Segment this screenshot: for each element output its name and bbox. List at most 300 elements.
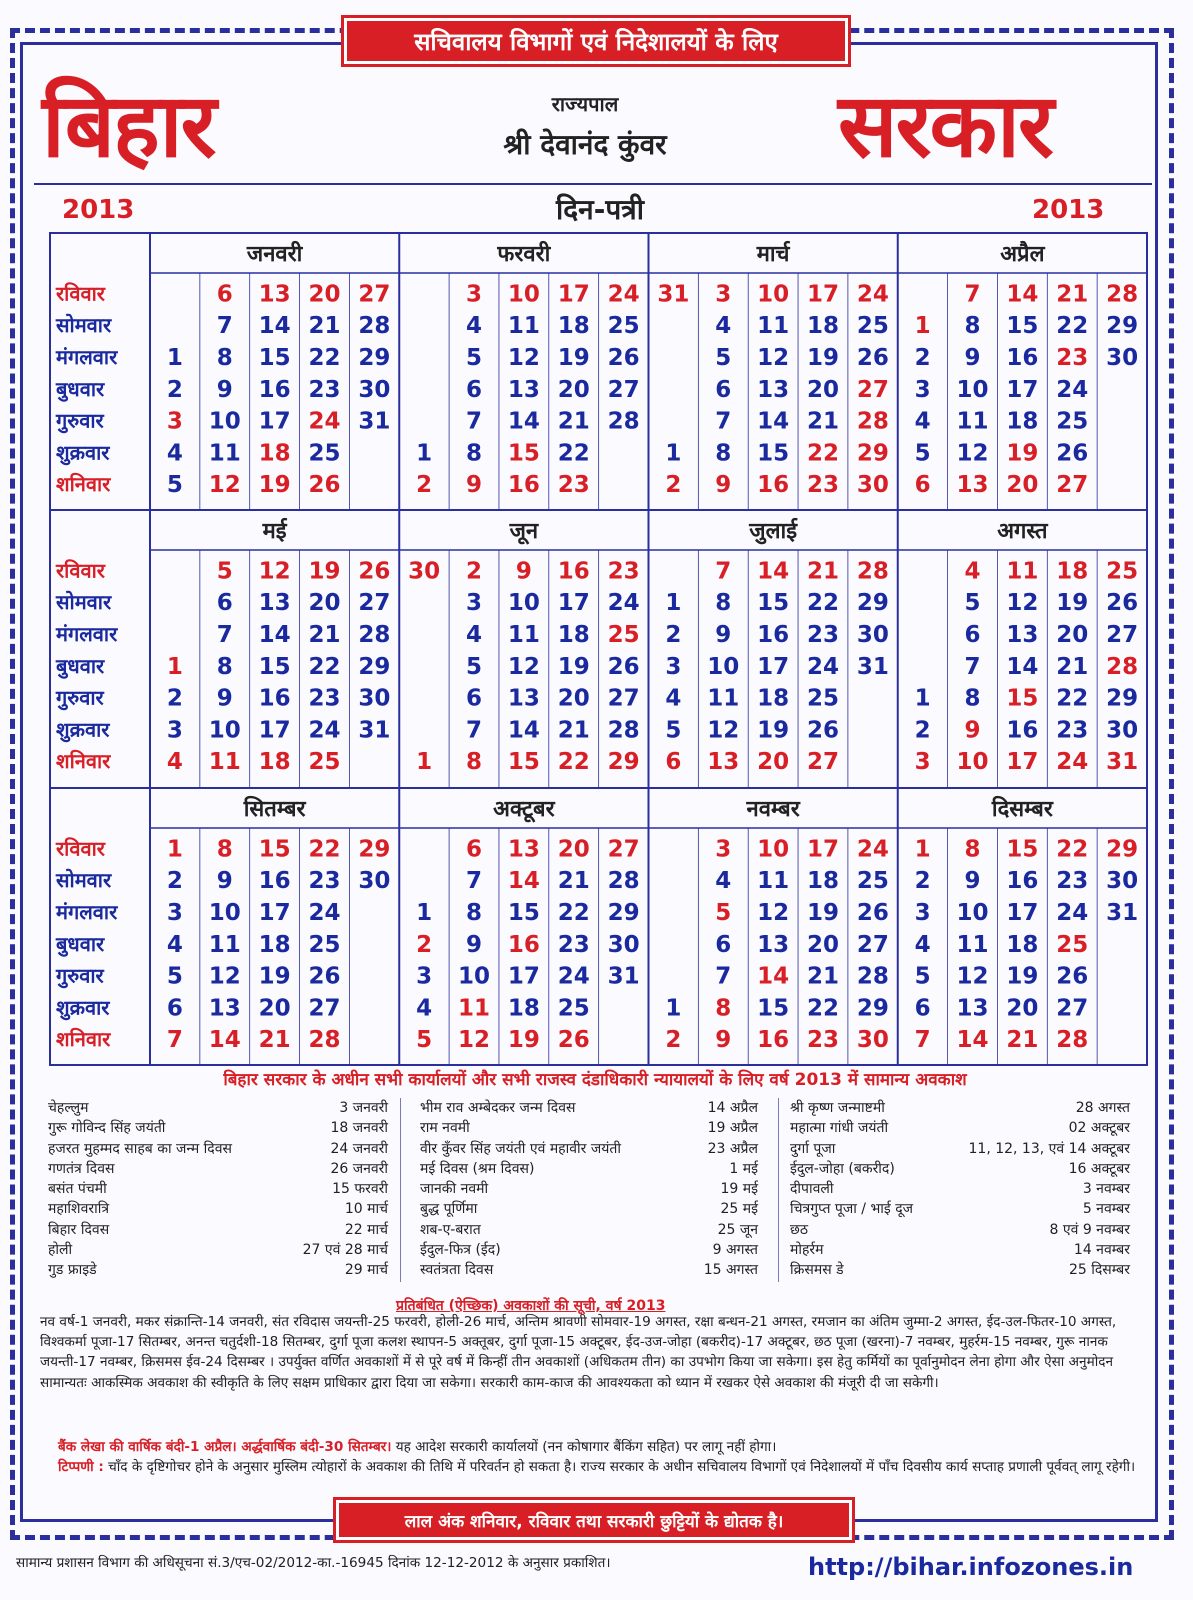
day-number: 29 (607, 900, 640, 926)
holiday-name: दुर्गा पूजा (790, 1140, 836, 1157)
day-number: 9 (715, 622, 732, 648)
weekday-label: बुधवार (56, 653, 105, 678)
day-number: 11 (208, 749, 241, 776)
day-number: 17 (557, 281, 590, 308)
day-number: 2 (914, 717, 931, 744)
day-number: 7 (715, 963, 732, 990)
day-number: 30 (1106, 868, 1139, 895)
day-number: 11 (458, 995, 491, 1022)
day-number: 10 (956, 749, 989, 776)
day-number: 29 (856, 995, 889, 1022)
day-number: 2 (416, 931, 433, 958)
day-number: 4 (914, 931, 931, 958)
day-number: 9 (466, 931, 483, 958)
day-number: 22 (806, 995, 839, 1022)
day-number: 26 (308, 472, 341, 499)
weekday-label: शनिवार (56, 749, 111, 774)
month-name: जुलाई (749, 519, 797, 544)
day-number: 1 (665, 590, 682, 617)
weekday-label: सोमवार (56, 313, 112, 338)
day-number: 10 (208, 900, 241, 926)
day-number: 30 (1106, 717, 1139, 744)
day-number: 28 (607, 717, 640, 744)
day-number: 31 (607, 963, 640, 990)
day-number: 5 (466, 653, 483, 680)
day-number: 24 (856, 836, 889, 863)
day-number: 31 (856, 653, 889, 680)
day-number: 11 (757, 313, 790, 340)
weekday-label: रविवार (56, 281, 105, 306)
holiday-date: 14 अप्रैल (707, 1100, 758, 1116)
day-number: 19 (1006, 440, 1039, 467)
day-number: 20 (557, 376, 590, 403)
day-number: 30 (408, 558, 441, 585)
holiday-name: ईदुल-जोहा (बकरीद) (790, 1160, 895, 1177)
day-number: 22 (1056, 836, 1089, 863)
day-number: 8 (715, 995, 732, 1022)
holiday-name: मोहर्रम (790, 1242, 824, 1259)
day-number: 29 (856, 440, 889, 467)
day-number: 16 (1006, 345, 1039, 371)
holiday-date: 5 नवम्बर (1082, 1201, 1130, 1218)
day-number: 5 (964, 590, 981, 617)
day-number: 13 (956, 995, 989, 1022)
holiday-row (790, 1199, 1130, 1219)
day-number: 12 (757, 345, 790, 371)
day-number: 13 (208, 995, 241, 1022)
day-number: 1 (914, 685, 931, 712)
holiday-name: महाशिवरात्रि (48, 1201, 110, 1218)
title-bihar: बिहार (42, 73, 215, 177)
holiday-row (48, 1260, 388, 1280)
day-number: 27 (856, 376, 889, 403)
month-name: नवम्बर (746, 797, 800, 822)
day-number: 24 (607, 281, 640, 308)
day-number: 27 (607, 685, 640, 712)
day-number: 13 (1006, 622, 1039, 648)
day-number: 12 (458, 1027, 491, 1054)
day-number: 28 (1106, 281, 1139, 308)
day-number: 23 (806, 472, 839, 499)
holidays-title: बिहार सरकार के अधीन सभी कार्यालयों और सभी राजस्व दंडाधिकारी न्यायालयों के लिए वर्ष 2013 में सामान्य अवकाश (223, 1070, 967, 1090)
month-name: अप्रैल (1000, 242, 1045, 267)
day-number: 9 (216, 685, 233, 712)
day-number: 7 (964, 281, 981, 308)
day-number: 22 (806, 440, 839, 467)
day-number: 8 (216, 345, 233, 371)
day-number: 23 (308, 868, 341, 895)
day-number: 12 (1006, 590, 1039, 617)
day-number: 29 (607, 749, 640, 776)
website-link[interactable]: http://bihar.infozones.in (808, 1553, 1134, 1581)
weekday-label: शुक्रवार (56, 440, 110, 465)
day-number: 27 (1056, 995, 1089, 1022)
day-number: 5 (216, 558, 233, 585)
day-number: 21 (308, 313, 341, 340)
governor-label: राज्यपाल (551, 92, 619, 116)
day-number: 12 (956, 963, 989, 990)
holiday-date: 24 जनवरी (330, 1140, 388, 1157)
day-number: 6 (665, 749, 682, 776)
day-number: 5 (416, 1027, 433, 1054)
day-number: 3 (715, 836, 732, 863)
day-number: 25 (856, 313, 889, 340)
holiday-row (790, 1118, 1130, 1138)
holiday-name: महात्मा गांधी जयंती (790, 1120, 889, 1137)
day-number: 26 (308, 963, 341, 990)
holiday-row (790, 1179, 1130, 1199)
holiday-row (420, 1199, 758, 1219)
day-number: 22 (308, 836, 341, 863)
day-number: 3 (466, 281, 483, 308)
day-number: 24 (1056, 376, 1089, 403)
day-number: 7 (964, 653, 981, 680)
day-number: 4 (665, 685, 682, 712)
holiday-date: 15 अगस्त (703, 1262, 758, 1279)
day-number: 2 (166, 376, 183, 403)
holiday-date: 10 मार्च (344, 1201, 388, 1218)
day-number: 23 (308, 376, 341, 403)
day-number: 22 (308, 345, 341, 371)
title-sarkar: सरकार (838, 73, 1052, 177)
day-number: 28 (856, 963, 889, 990)
day-number: 28 (358, 313, 391, 340)
day-number: 27 (1056, 472, 1089, 499)
day-number: 8 (466, 749, 483, 776)
day-number: 24 (856, 281, 889, 308)
day-number: 17 (258, 900, 291, 926)
day-number: 17 (557, 590, 590, 617)
day-number: 4 (715, 868, 732, 895)
day-number: 14 (208, 1027, 241, 1054)
day-number: 2 (166, 685, 183, 712)
holiday-name: बिहार दिवस (48, 1221, 110, 1238)
holiday-row (790, 1159, 1130, 1179)
month-name: मार्च (756, 242, 790, 267)
holiday-name: बसंत पंचमी (48, 1181, 107, 1198)
day-number: 31 (1106, 749, 1139, 776)
day-number: 31 (358, 717, 391, 744)
day-number: 21 (557, 408, 590, 435)
day-number: 24 (806, 653, 839, 680)
day-number: 31 (1106, 900, 1139, 926)
day-number: 15 (507, 900, 540, 926)
day-number: 18 (806, 313, 839, 340)
day-number: 28 (1056, 1027, 1089, 1054)
day-number: 14 (507, 408, 540, 435)
day-number: 22 (806, 590, 839, 617)
day-number: 19 (507, 1027, 540, 1054)
day-number: 4 (166, 749, 183, 776)
holiday-name: श्री कृष्ण जन्माष्टमी (790, 1100, 885, 1116)
day-number: 5 (715, 900, 732, 926)
day-number: 17 (806, 281, 839, 308)
day-number: 9 (715, 1027, 732, 1054)
day-number: 14 (258, 313, 291, 340)
day-number: 24 (1056, 749, 1089, 776)
day-number: 26 (856, 345, 889, 371)
day-number: 16 (557, 558, 590, 585)
day-number: 19 (806, 345, 839, 371)
day-number: 26 (856, 900, 889, 926)
day-number: 3 (914, 376, 931, 403)
month-name: जून (509, 519, 539, 544)
holiday-row (790, 1240, 1130, 1260)
weekday-label: गुरुवार (56, 408, 104, 433)
day-number: 16 (1006, 868, 1039, 895)
day-number: 2 (166, 868, 183, 895)
day-number: 15 (258, 836, 291, 863)
day-number: 9 (964, 345, 981, 371)
day-number: 20 (557, 836, 590, 863)
day-number: 4 (964, 558, 981, 585)
day-number: 13 (757, 931, 790, 958)
holiday-name: भीम राव अम्बेदकर जन्म दिवस (420, 1100, 576, 1116)
day-number: 7 (466, 717, 483, 744)
day-number: 5 (914, 963, 931, 990)
optional-holidays-title: प्रतिबंधित (ऐच्छिक) अवकाशों की सूची, वर्ष 2013 (396, 1298, 666, 1314)
day-number: 3 (166, 408, 183, 435)
day-number: 25 (308, 749, 341, 776)
day-number: 27 (607, 376, 640, 403)
bank-note (58, 1436, 776, 1455)
holiday-date: 28 अगस्त (1075, 1100, 1130, 1116)
day-number: 13 (258, 281, 291, 308)
holiday-row (48, 1118, 388, 1138)
weekday-label: बुधवार (56, 376, 105, 401)
day-number: 26 (607, 345, 640, 371)
holiday-date: 26 जनवरी (330, 1160, 388, 1177)
bottom-banner: लाल अंक शनिवार, रविवार तथा सरकारी छुट्टियों के द्योतक है। (336, 1500, 852, 1540)
holiday-name: हजरत मुहम्मद साहब का जन्म दिवस (48, 1140, 232, 1157)
holiday-name: चेहल्लुम (48, 1100, 89, 1116)
day-number: 1 (665, 995, 682, 1022)
day-number: 12 (956, 440, 989, 467)
day-number: 17 (507, 963, 540, 990)
day-number: 31 (657, 281, 690, 308)
day-number: 22 (557, 900, 590, 926)
holiday-date: 8 एवं 9 नवम्बर (1049, 1221, 1130, 1238)
day-number: 10 (507, 281, 540, 308)
day-number: 3 (715, 281, 732, 308)
day-number: 26 (1106, 590, 1139, 617)
holiday-divider (778, 1098, 779, 1282)
holiday-date: 3 जनवरी (339, 1100, 388, 1116)
day-number: 22 (1056, 313, 1089, 340)
day-number: 28 (308, 1027, 341, 1054)
day-number: 18 (1006, 408, 1039, 435)
day-number: 14 (757, 558, 790, 585)
day-number: 21 (806, 963, 839, 990)
day-number: 4 (914, 408, 931, 435)
day-number: 12 (208, 472, 241, 499)
holiday-name: चित्रगुप्त पूजा / भाई दूज (790, 1201, 914, 1218)
holiday-name: गुरू गोविन्द सिंह जयंती (48, 1120, 166, 1137)
day-number: 3 (416, 963, 433, 990)
day-number: 10 (707, 653, 740, 680)
day-number: 23 (607, 558, 640, 585)
day-number: 23 (806, 1027, 839, 1054)
day-number: 8 (466, 900, 483, 926)
day-number: 4 (466, 313, 483, 340)
day-number: 17 (1006, 900, 1039, 926)
weekday-label: सोमवार (56, 868, 112, 893)
day-number: 6 (466, 685, 483, 712)
holiday-column-3 (790, 1098, 1130, 1281)
day-number: 18 (806, 868, 839, 895)
day-number: 7 (914, 1027, 931, 1054)
year-left: 2013 (62, 195, 135, 225)
year-right: 2013 (1032, 195, 1105, 225)
day-number: 30 (358, 868, 391, 895)
day-number: 8 (715, 440, 732, 467)
weekday-label: रविवार (56, 836, 105, 861)
day-number: 18 (258, 931, 291, 958)
day-number: 9 (216, 376, 233, 403)
bank-note-rest: यह आदेश सरकारी कार्यालयों (नन कोषागार बैंकिंग सहित) पर लागू नहीं होगा। (391, 1439, 777, 1455)
day-number: 16 (757, 1027, 790, 1054)
day-number: 3 (166, 717, 183, 744)
day-number: 11 (1006, 558, 1039, 585)
weekday-label: मंगलवार (56, 900, 118, 924)
holiday-row (420, 1159, 758, 1179)
day-number: 5 (715, 345, 732, 371)
day-number: 12 (507, 345, 540, 371)
holiday-name: होली (48, 1242, 73, 1259)
day-number: 4 (166, 931, 183, 958)
month-name: दिसम्बर (991, 797, 1053, 822)
day-number: 15 (757, 995, 790, 1022)
day-number: 6 (964, 622, 981, 648)
day-number: 4 (166, 440, 183, 467)
holiday-date: 23 अप्रैल (707, 1140, 758, 1157)
day-number: 13 (956, 472, 989, 499)
day-number: 2 (665, 472, 682, 499)
day-number: 2 (466, 558, 483, 585)
holiday-column-2 (420, 1098, 758, 1281)
day-number: 2 (914, 345, 931, 371)
day-number: 13 (707, 749, 740, 776)
day-number: 20 (557, 685, 590, 712)
day-number: 20 (308, 281, 341, 308)
day-number: 23 (1056, 868, 1089, 895)
day-number: 1 (166, 345, 183, 371)
month-name: सितम्बर (243, 797, 306, 822)
day-number: 5 (914, 440, 931, 467)
day-number: 12 (507, 653, 540, 680)
day-number: 19 (1056, 590, 1089, 617)
day-number: 11 (208, 931, 241, 958)
day-number: 17 (258, 408, 291, 435)
day-number: 27 (358, 590, 391, 617)
weekday-label: गुरुवार (56, 963, 104, 988)
day-number: 16 (507, 472, 540, 499)
day-number: 16 (757, 472, 790, 499)
day-number: 16 (258, 685, 291, 712)
day-number: 10 (458, 963, 491, 990)
day-number: 18 (1006, 931, 1039, 958)
day-number: 19 (258, 963, 291, 990)
day-number: 18 (557, 622, 590, 648)
day-number: 23 (557, 472, 590, 499)
day-number: 24 (308, 717, 341, 744)
day-number: 11 (208, 440, 241, 467)
weekday-label: मंगलवार (56, 622, 118, 646)
day-number: 19 (258, 472, 291, 499)
day-number: 1 (914, 836, 931, 863)
weekday-label: शुक्रवार (56, 995, 110, 1020)
day-number: 7 (466, 868, 483, 895)
day-number: 22 (557, 749, 590, 776)
day-number: 14 (507, 717, 540, 744)
day-number: 14 (1006, 653, 1039, 680)
holiday-date: 25 दिसम्बर (1068, 1262, 1130, 1279)
day-number: 14 (757, 963, 790, 990)
calendar-title: दिन-पत्री (556, 193, 644, 226)
day-number: 17 (1006, 376, 1039, 403)
holiday-row (420, 1118, 758, 1138)
day-number: 5 (166, 963, 183, 990)
holiday-row (790, 1139, 1130, 1159)
day-number: 25 (806, 685, 839, 712)
day-number: 30 (358, 685, 391, 712)
day-number: 30 (856, 472, 889, 499)
day-number: 28 (607, 868, 640, 895)
day-number: 13 (507, 685, 540, 712)
day-number: 10 (956, 376, 989, 403)
day-number: 15 (757, 590, 790, 617)
day-number: 2 (665, 1027, 682, 1054)
day-number: 21 (308, 622, 341, 648)
day-number: 20 (1006, 472, 1039, 499)
holiday-name: गणतंत्र दिवस (48, 1160, 115, 1177)
day-number: 15 (258, 345, 291, 371)
holiday-date: 18 जनवरी (330, 1120, 388, 1137)
holiday-row (790, 1260, 1130, 1280)
day-number: 29 (1106, 685, 1139, 712)
day-number: 8 (216, 653, 233, 680)
month-name: मई (262, 519, 287, 544)
holiday-name: मई दिवस (श्रम दिवस) (420, 1160, 535, 1177)
day-number: 26 (557, 1027, 590, 1054)
day-number: 14 (258, 622, 291, 648)
day-number: 20 (757, 749, 790, 776)
footer-note: सामान्य प्रशासन विभाग की अधिसूचना सं.3/एच-02/2012-का.-16945 दिनांक 12-12-2012 के अनुसार प्रकाशित। (16, 1555, 611, 1571)
day-number: 26 (806, 717, 839, 744)
day-number: 13 (507, 376, 540, 403)
holiday-row (420, 1260, 758, 1280)
day-number: 18 (507, 995, 540, 1022)
day-number: 7 (166, 1027, 183, 1054)
day-number: 20 (258, 995, 291, 1022)
holiday-name: ईदुल-फित्र (ईद) (420, 1242, 501, 1259)
day-number: 9 (216, 868, 233, 895)
day-number: 20 (308, 590, 341, 617)
day-number: 15 (1006, 836, 1039, 863)
holiday-name: गुड फ्राइडे (48, 1262, 97, 1279)
day-number: 26 (358, 558, 391, 585)
day-number: 10 (757, 836, 790, 863)
day-number: 10 (208, 408, 241, 435)
day-number: 6 (715, 931, 732, 958)
day-number: 7 (216, 313, 233, 340)
day-number: 19 (806, 900, 839, 926)
governor-name: श्री देवानंद कुंवर (503, 128, 667, 161)
day-number: 10 (757, 281, 790, 308)
month-name: अगस्त (997, 519, 1048, 544)
day-number: 3 (166, 900, 183, 926)
holiday-date: 02 अक्टूबर (1068, 1120, 1130, 1137)
